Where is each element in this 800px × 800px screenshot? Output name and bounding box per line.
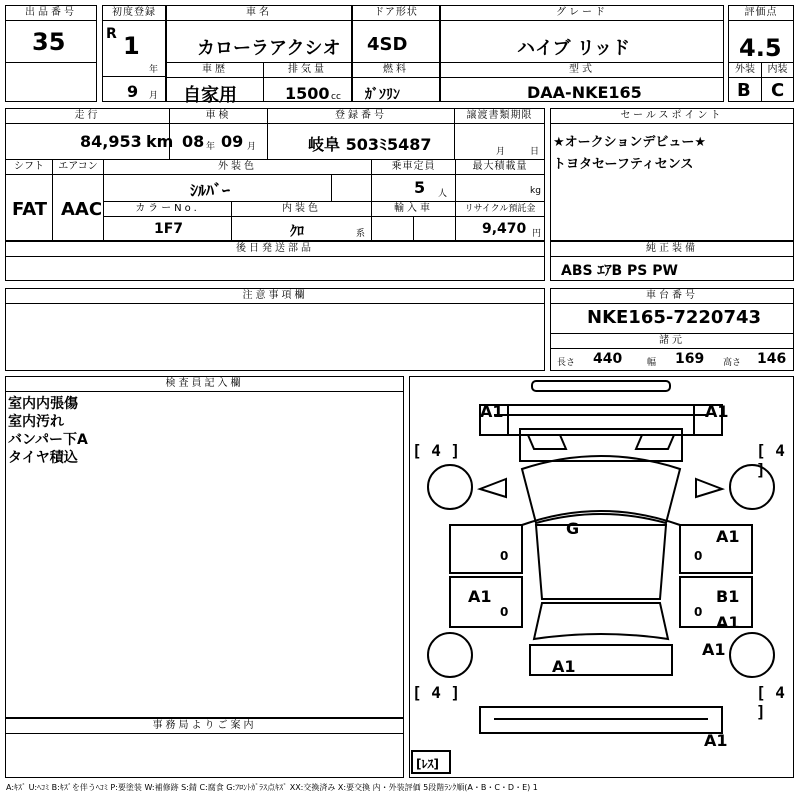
int-color: ｸﾛ: [290, 224, 304, 240]
ext-color: ｼﾙﾊﾞｰ: [190, 181, 231, 200]
inspection-year: 08: [182, 132, 205, 151]
sales-points-label: セールスポイント: [551, 109, 793, 124]
mileage: 84,953: [80, 132, 142, 151]
transfer-day-unit: 日: [530, 147, 540, 157]
width-value: 169: [675, 351, 705, 367]
history: 自家用: [183, 85, 237, 106]
score: 4.5: [739, 34, 782, 62]
chassis-label: 車台番号: [551, 289, 793, 304]
interior-grade: C: [771, 80, 785, 101]
door-type-box: [352, 5, 440, 102]
damage-right-front-door: A1: [716, 527, 740, 546]
inspector-note-1: 室内内張傷: [8, 396, 78, 412]
era: R: [106, 26, 117, 42]
capacity-unit: 人: [438, 189, 448, 199]
shift: FAT: [12, 199, 48, 220]
first-registration-box: [102, 5, 166, 102]
car-name-label: 車名: [167, 6, 351, 21]
ext-color-label: 外装色: [104, 160, 371, 175]
int-color-label: 内装色: [232, 202, 371, 217]
car-outline-drawing: [410, 377, 793, 777]
equipment-value: ABS ｴｱB PS PW: [561, 263, 678, 279]
inspector-label: 検査員記入欄: [6, 377, 403, 392]
max-load-label: 最大積載量: [456, 160, 544, 175]
damage-left-rear-door: A1: [468, 587, 492, 606]
inspector-note-3: バンパー下A: [8, 432, 88, 448]
height-value: 146: [757, 351, 787, 367]
recycle-fee: 9,470: [482, 221, 527, 237]
tire-front-right: [ 4 ]: [756, 441, 785, 479]
damage-trunk: A1: [552, 657, 576, 676]
tire-rear-left: [ 4 ]: [412, 683, 461, 702]
score-label: 評価点: [729, 6, 793, 21]
displacement-unit: cc: [331, 92, 341, 102]
inspector-note-2: 室内汚れ: [8, 414, 64, 430]
later-parts-label: 後日発送部品: [6, 242, 544, 257]
damage-roof: G: [566, 519, 580, 538]
spec-label: 諸元: [551, 334, 793, 349]
grade: ハイブ リッド: [517, 38, 631, 59]
month-unit: 月: [149, 91, 159, 101]
damage-rear-bumper: A1: [704, 731, 728, 750]
tire-front-left: [ 4 ]: [412, 441, 461, 460]
recycle-label: リサイクル預託金: [456, 202, 544, 217]
interior-label: 内装: [762, 63, 793, 78]
details-box: [5, 108, 545, 241]
mileage-label: 走行: [6, 109, 169, 124]
damage-front-right: A1: [705, 402, 729, 421]
spare-tire: [ﾚｽ]: [416, 757, 439, 771]
notes-label: 注意事項欄: [6, 289, 544, 304]
mileage-unit: km: [146, 132, 174, 151]
tire-rear-right: [ 4 ]: [756, 683, 785, 721]
ac-label: エアコン: [53, 160, 103, 175]
exterior-label: 外装: [729, 63, 761, 78]
fuel-label: 燃料: [353, 63, 439, 78]
model-code-label: 型式: [441, 63, 723, 78]
exterior-grade: B: [737, 80, 751, 101]
zero-mark-1: 0: [500, 549, 509, 563]
equipment-label: 純正装備: [551, 242, 793, 257]
lot-number-label: 出品番号: [6, 6, 96, 21]
sales-points-box: [550, 108, 794, 241]
length-label: 長さ: [557, 358, 576, 368]
model-code: DAA-NKE165: [527, 83, 642, 102]
displacement: 1500: [285, 84, 330, 103]
int-color-unit: 系: [356, 229, 366, 239]
notes-box: [5, 288, 545, 371]
equipment-box: [550, 241, 794, 281]
inspection-month-unit: 月: [247, 142, 257, 152]
office-box: [5, 718, 404, 778]
capacity: 5: [414, 178, 426, 197]
door-type-label: ドア形状: [353, 6, 439, 21]
registration-year: 1: [123, 32, 140, 60]
score-box: [728, 5, 794, 102]
zero-mark-3: 0: [500, 605, 509, 619]
air-conditioner: AAC: [61, 199, 103, 220]
history-label: 車歴: [167, 63, 263, 78]
sales-point-2: トヨタセーフティセンス: [553, 157, 694, 172]
recycle-unit: 円: [532, 229, 542, 239]
load-unit: kg: [530, 186, 541, 196]
length-value: 440: [593, 351, 623, 367]
lot-number-box: [5, 5, 97, 102]
transfer-docs-label: 譲渡書類期限: [455, 109, 544, 124]
inspection-label: 車検: [170, 109, 267, 124]
car-diagram: [409, 376, 794, 778]
plate-label: 登録番号: [268, 109, 454, 124]
plate-number: 岐阜 503ﾐ5487: [308, 135, 432, 154]
door-type: 4SD: [367, 34, 408, 55]
color-number: 1F7: [154, 221, 184, 237]
fuel: ｶﾞｿﾘﾝ: [365, 87, 400, 103]
width-label: 幅: [647, 358, 657, 368]
inspection-year-unit: 年: [206, 142, 216, 152]
height-label: 高さ: [723, 358, 742, 368]
import-label: 輸入車: [372, 202, 455, 217]
lot-number: 35: [32, 28, 66, 56]
year-unit: 年: [149, 65, 159, 75]
inspector-note-4: タイヤ積込: [8, 450, 78, 466]
zero-mark-2: 0: [694, 549, 703, 563]
transfer-month-unit: 月: [496, 147, 506, 157]
capacity-label: 乗車定員: [372, 160, 455, 175]
damage-right-rear-fender: A1: [702, 640, 726, 659]
sales-point-1: ★オークションデビュー★: [553, 135, 707, 150]
car-name-box: [166, 5, 352, 106]
first-registration-label: 初度登録: [103, 6, 165, 21]
zero-mark-4: 0: [694, 605, 703, 619]
damage-front-left: A1: [480, 402, 504, 421]
shift-label: シフト: [6, 160, 52, 175]
damage-legend: A:ｷｽﾞ U:ﾍｺﾐ B:ｷｽﾞを伴うﾍｺﾐ P:要塗装 W:補修跡 S:錆 C:腐食 G:ﾌﾛﾝﾄｶﾞﾗｽ点ｷｽﾞ XX:交換済み X:要交換 内・外装評価 5段階ﾗﾝｸ順(A・B・C・D・E) 1: [6, 783, 538, 792]
chassis-number: NKE165-7220743: [587, 307, 762, 328]
damage-right-rear-door-1: B1: [716, 587, 740, 606]
grade-box: [440, 5, 724, 102]
displacement-label: 排気量: [264, 63, 351, 78]
registration-month: 9: [127, 82, 139, 101]
color-no-label: カラーNo.: [104, 202, 231, 217]
later-parts-box: [5, 241, 545, 281]
inspection-month: 09: [221, 132, 244, 151]
car-name: カローラアクシオ: [197, 38, 341, 59]
grade-label: グレード: [441, 6, 723, 21]
office-label: 事務局よりご案内: [6, 719, 403, 734]
chassis-box: [550, 288, 794, 371]
inspector-box: [5, 376, 404, 718]
damage-right-rear-door-2: A1: [716, 613, 740, 632]
